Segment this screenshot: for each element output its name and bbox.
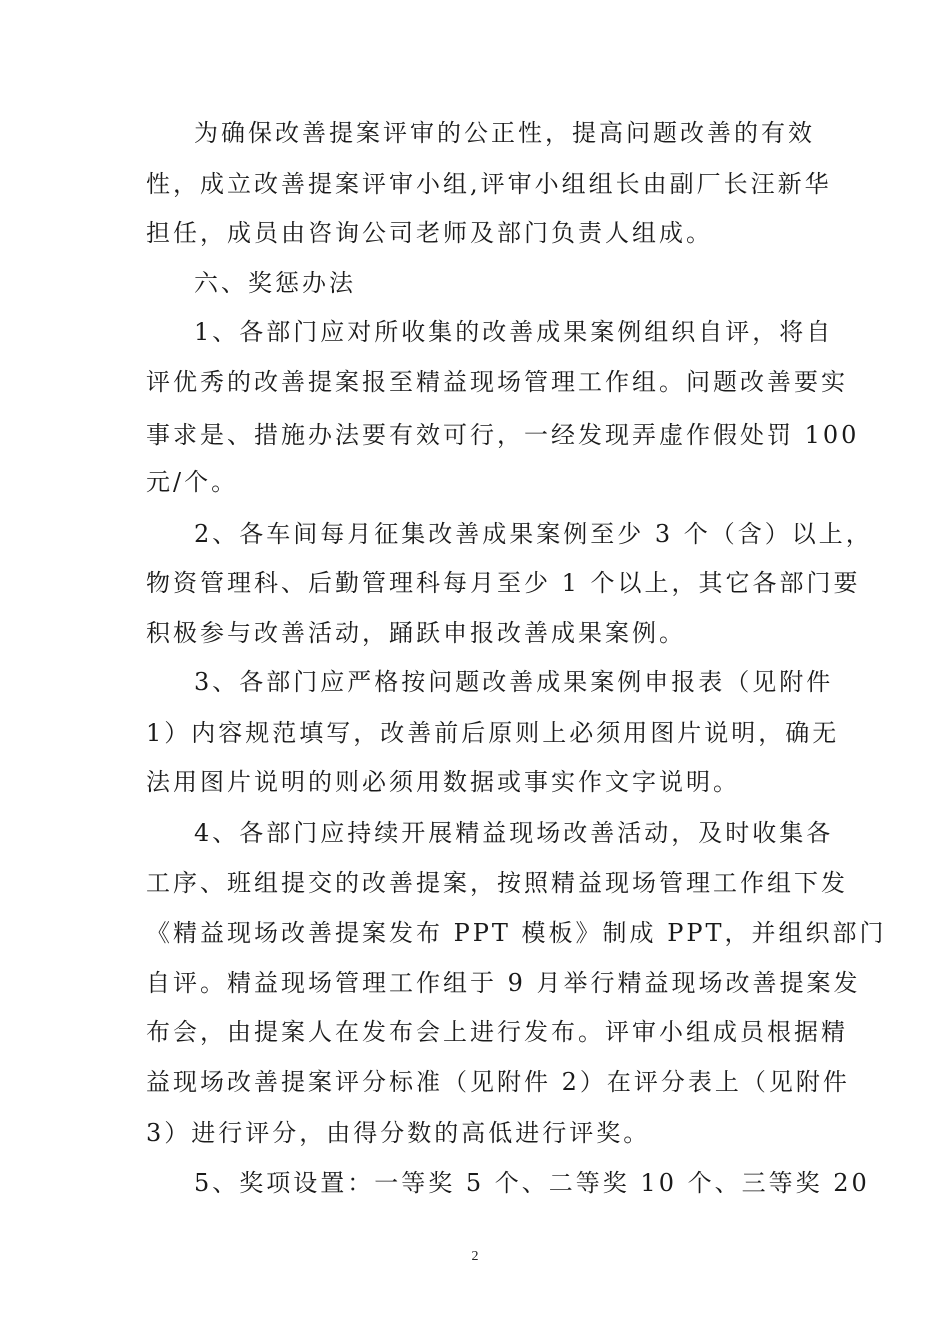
paragraph-line: 3、各部门应严格按问题改善成果案例申报表（见附件 [194, 668, 834, 696]
paragraph-line: 积极参与改善活动，踊跃申报改善成果案例。 [146, 619, 686, 647]
paragraph-line: 1）内容规范填写，改善前后原则上必须用图片说明，确无 [146, 719, 840, 747]
page-number: 2 [471, 1249, 479, 1264]
paragraph-line: 性，成立改善提案评审小组,评审小组组长由副厂长汪新华 [146, 170, 832, 198]
paragraph-line: 物资管理科、后勤管理科每月至少 1 个以上，其它各部门要 [146, 569, 861, 597]
paragraph-line: 5、奖项设置：一等奖 5 个、二等奖 10 个、三等奖 20 [194, 1169, 870, 1197]
paragraph-line: 4、各部门应持续开展精益现场改善活动，及时收集各 [194, 819, 834, 847]
paragraph-line: 为确保改善提案评审的公正性，提高问题改善的有效 [194, 119, 815, 147]
paragraph-line: 布会，由提案人在发布会上进行发布。评审小组成员根据精 [146, 1018, 848, 1046]
paragraph-line: 《精益现场改善提案发布 PPT 模板》制成 PPT，并组织部门 [146, 919, 887, 947]
paragraph-line: 事求是、措施办法要有效可行，一经发现弄虚作假处罚 100 [146, 421, 860, 449]
paragraph-line: 2、各车间每月征集改善成果案例至少 3 个（含）以上， [194, 520, 873, 548]
paragraph-line: 担任，成员由咨询公司老师及部门负责人组成。 [146, 219, 713, 247]
paragraph-line: 法用图片说明的则必须用数据或事实作文字说明。 [146, 768, 740, 796]
paragraph-line: 益现场改善提案评分标准（见附件 2）在评分表上（见附件 [146, 1068, 850, 1096]
paragraph-line: 评优秀的改善提案报至精益现场管理工作组。问题改善要实 [146, 368, 848, 396]
paragraph-line: 元/个。 [146, 468, 239, 496]
paragraph-line: 1、各部门应对所收集的改善成果案例组织自评，将自 [194, 318, 834, 346]
paragraph-line: 工序、班组提交的改善提案，按照精益现场管理工作组下发 [146, 869, 848, 897]
paragraph-line: 自评。精益现场管理工作组于 9 月举行精益现场改善提案发 [146, 969, 861, 997]
section-heading: 六、奖惩办法 [194, 269, 356, 297]
paragraph-line: 3）进行评分，由得分数的高低进行评奖。 [146, 1119, 651, 1147]
